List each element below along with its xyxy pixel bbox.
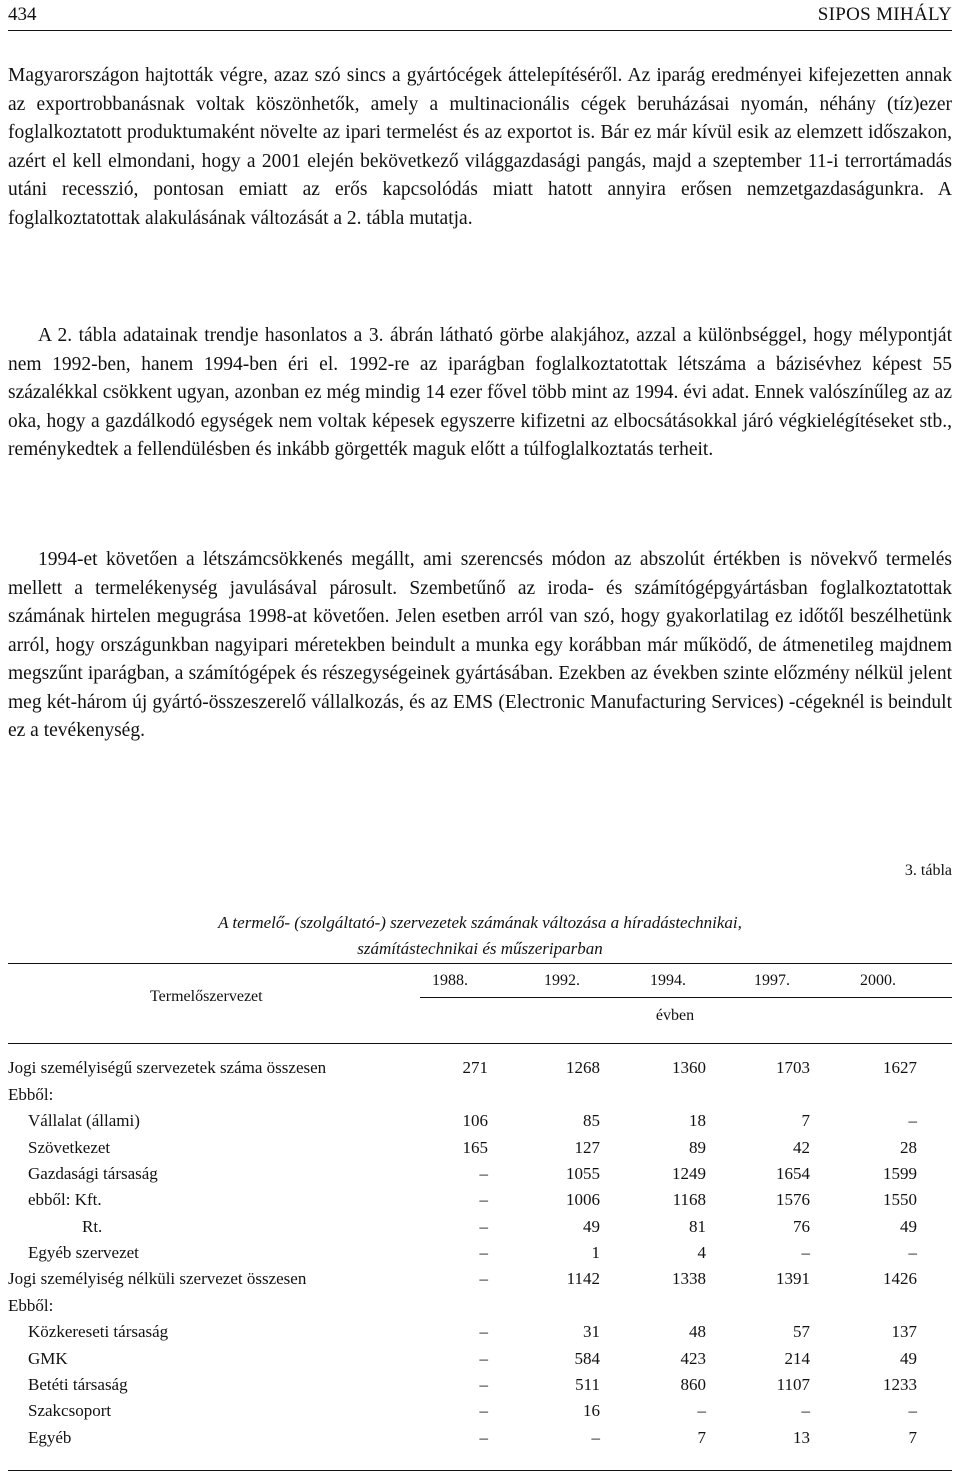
table-cell: 1249 [672, 1164, 706, 1183]
table-row-label: Ebből: [8, 1296, 54, 1315]
table-header-divider [420, 997, 952, 998]
table-cell: – [908, 1401, 917, 1420]
table-year-header: 1994. [650, 972, 686, 989]
table-top-rule [8, 963, 952, 964]
table-row [8, 1322, 952, 1348]
table-cell: – [479, 1375, 488, 1394]
table-cell: 1142 [566, 1269, 600, 1288]
table-cell: 1391 [776, 1269, 810, 1288]
table-cell: 584 [574, 1349, 600, 1368]
table-cell: – [479, 1243, 488, 1262]
table-row-label: GMK [28, 1349, 68, 1368]
table-row [8, 1269, 952, 1295]
table-cell: 1 [591, 1243, 600, 1262]
table-cell: – [479, 1217, 488, 1236]
table-row [8, 1375, 952, 1401]
table-cell: 1233 [883, 1375, 917, 1394]
body-paragraph-1: Magyarországon hajtották végre, azaz szó sincs a gyártócégek áttelepítéséről. Az iparág eredményei kifejezetten annak az exportrobbanásnak voltak köszönhetők, amely a multinacionális cégek beruházásai nyomán, néhány (tíz)ezer foglalkoztatott produktumaként növelte az ipari termelést és az exportot is. Bár ez már kívül esik az elemzett időszakon, azért el kell elmondani, hogy a 2001 elején bekövetkező világgazdasági pangás, majd a szeptember 11-i terrortámadás utáni recesszió, pontosan emiatt az erős kapcsolódás miatt hatott annyira erősen nemzetgazdaságunkra. A foglalkoztatottak alakulásának változását a 2. tábla mutatja. [8, 65, 952, 229]
table-cell: 1107 [776, 1375, 810, 1394]
table-header-bottom-rule [8, 1043, 952, 1044]
table-cell: 137 [891, 1322, 917, 1341]
table-row-label: Ebből: [8, 1085, 54, 1104]
table-cell: 57 [793, 1322, 810, 1341]
table-row-header: Termelőszervezet [150, 988, 263, 1005]
table-cell: 1550 [883, 1190, 917, 1209]
table-caption-line-1: A termelő- (szolgáltató-) szervezetek számának változása a híradástechnikai, [218, 913, 742, 932]
table-row-label: Szakcsoport [28, 1401, 112, 1420]
table-cell: 31 [583, 1322, 600, 1341]
table-cell: 48 [689, 1322, 706, 1341]
page-header [8, 0, 952, 31]
table-cell: 7 [801, 1111, 810, 1130]
table-row [8, 1111, 952, 1137]
table-cell: – [479, 1349, 488, 1368]
table-cell: – [801, 1401, 810, 1420]
table-cell: 1006 [566, 1190, 600, 1209]
table-row [8, 1085, 952, 1111]
table-cell: 1168 [672, 1190, 706, 1209]
table-cell: 127 [574, 1138, 600, 1157]
table-cell: 1338 [672, 1269, 706, 1288]
table-year-header: 2000. [860, 972, 896, 989]
table-cell: 81 [689, 1217, 706, 1236]
table-cell: 1599 [883, 1164, 917, 1183]
table-cell: – [697, 1401, 706, 1420]
table-row [8, 1296, 952, 1322]
table-cell: 1268 [566, 1058, 600, 1077]
table-cell: – [479, 1164, 488, 1183]
table-cell: 1654 [776, 1164, 810, 1183]
table-row [8, 1243, 952, 1269]
table-row-label: Egyéb szervezet [28, 1243, 139, 1262]
table-caption [100, 910, 860, 962]
body-paragraph-2: A 2. tábla adatainak trendje hasonlatos a 3. ábrán látható görbe alakjához, azzal a különbséggel, hogy mélypontját nem 1992-ben, hanem 1994-ben éri el. 1992-re az iparágban foglalkoztatottak létszáma a bázisévhez képest 55 százalékkal csökkent ugyan, azonban ez még mindig 14 ezer fővel több mint az 1994. évi adat. Ennek valószínűleg az az oka, hogy a gazdálkodó egységek nem voltak képesek egyszerre kifizetni az elbocsátásokkal járó végkielégítéseket stb., reménykedtek a fellendülésben és inkább görgették maguk előtt a túlfoglalkoztatás terheit. [8, 325, 952, 460]
table-cell: 271 [462, 1058, 488, 1077]
table-row [8, 1401, 952, 1427]
table-row-label: ebből: Kft. [28, 1190, 102, 1209]
table-row-label: Betéti társaság [28, 1375, 128, 1394]
table-cell: – [908, 1243, 917, 1262]
table-year-header: 1988. [432, 972, 468, 989]
table-row [8, 1164, 952, 1190]
table-row [8, 1349, 952, 1375]
table-cell: 860 [680, 1375, 706, 1394]
table-cell: 214 [784, 1349, 810, 1368]
table-row-label: Rt. [82, 1217, 103, 1236]
table-cell: – [479, 1269, 488, 1288]
table-cell: – [479, 1428, 488, 1447]
table-cell: 28 [900, 1138, 917, 1157]
table-end-rule [8, 1470, 952, 1471]
table-cell: 7 [697, 1428, 706, 1447]
table-cell: 165 [462, 1138, 488, 1157]
table-cell: 1627 [883, 1058, 917, 1077]
table-cell: 13 [793, 1428, 810, 1447]
table-cell: 89 [689, 1138, 706, 1157]
table-cell: 18 [689, 1111, 706, 1130]
table-number: 3. tábla [904, 862, 952, 879]
table-cell: – [479, 1401, 488, 1420]
table-cell: – [479, 1190, 488, 1209]
table-cell: 1055 [566, 1164, 600, 1183]
table-row-label: Szövetkezet [28, 1138, 111, 1157]
table-row-label: Gazdasági társaság [28, 1164, 158, 1183]
table-cell: 76 [793, 1217, 810, 1236]
table-cell: 1576 [776, 1190, 810, 1209]
table-row-label: Közkereseti társaság [28, 1322, 169, 1341]
table-cell: – [591, 1428, 600, 1447]
table-cell: 49 [900, 1217, 917, 1236]
table-cell: 7 [908, 1428, 917, 1447]
table-row-label: Jogi személyiségű szervezetek száma összesen [8, 1058, 327, 1077]
table-row-label: Jogi személyiség nélküli szervezet összesen [8, 1269, 307, 1288]
table-year-header: 1997. [754, 972, 790, 989]
table-cell: – [479, 1322, 488, 1341]
table-cell: – [908, 1111, 917, 1130]
table-cell: 4 [697, 1243, 706, 1262]
table-cell: 1703 [776, 1058, 810, 1077]
table-caption-line-2: számítástechnikai és műszeriparban [357, 939, 603, 958]
body-paragraph-3: 1994-et követően a létszámcsökkenés megállt, ami szerencsés módon az abszolút értékben is növekvő termelés mellett a termelékenység javulásával párosult. Szembetűnő az iroda- és számítógépgyártásban foglalkoztatottak számának hirtelen megugrása 1998-at követően. Jelen esetben arról van szó, hogy gyakorlatilag ez időtől beszélhetünk arról, hogy országunkban nagyipari méretekben beindult a munka egy korábban már működő, de átmenetileg majdnem megszűnt iparágban, a számítógépek és részegységeinek gyártásában. Ezekben az években szinte előzmény nélkül jelent meg két-három új gyártó-összeszerelő vállalkozás, és az EMS (Electronic Manufacturing Services) -cégeknél is beindult ez a tevékenység. [8, 549, 952, 741]
table-row [8, 1138, 952, 1164]
table-cell: 16 [583, 1401, 600, 1420]
table-row [8, 1190, 952, 1216]
table-year-header: 1992. [544, 972, 580, 989]
table-cell: – [801, 1243, 810, 1262]
table-row-label: Vállalat (állami) [28, 1111, 140, 1130]
table-cell: 49 [900, 1349, 917, 1368]
table-cell: 49 [583, 1217, 600, 1236]
page-number: 434 [8, 4, 37, 25]
table-cell: 106 [462, 1111, 488, 1130]
table-row-label: Egyéb [28, 1428, 72, 1447]
table-row [8, 1058, 952, 1084]
running-head-author: SIPOS MIHÁLY [817, 4, 952, 25]
table-cell: 423 [680, 1349, 706, 1368]
table-unit-label: évben [655, 1007, 695, 1024]
table-cell: 1360 [672, 1058, 706, 1077]
table-row [8, 1217, 952, 1243]
table-cell: 1426 [883, 1269, 917, 1288]
table-cell: 85 [583, 1111, 600, 1130]
table-cell: 42 [793, 1138, 810, 1157]
table-cell: 511 [575, 1375, 600, 1394]
table-row [8, 1428, 952, 1454]
